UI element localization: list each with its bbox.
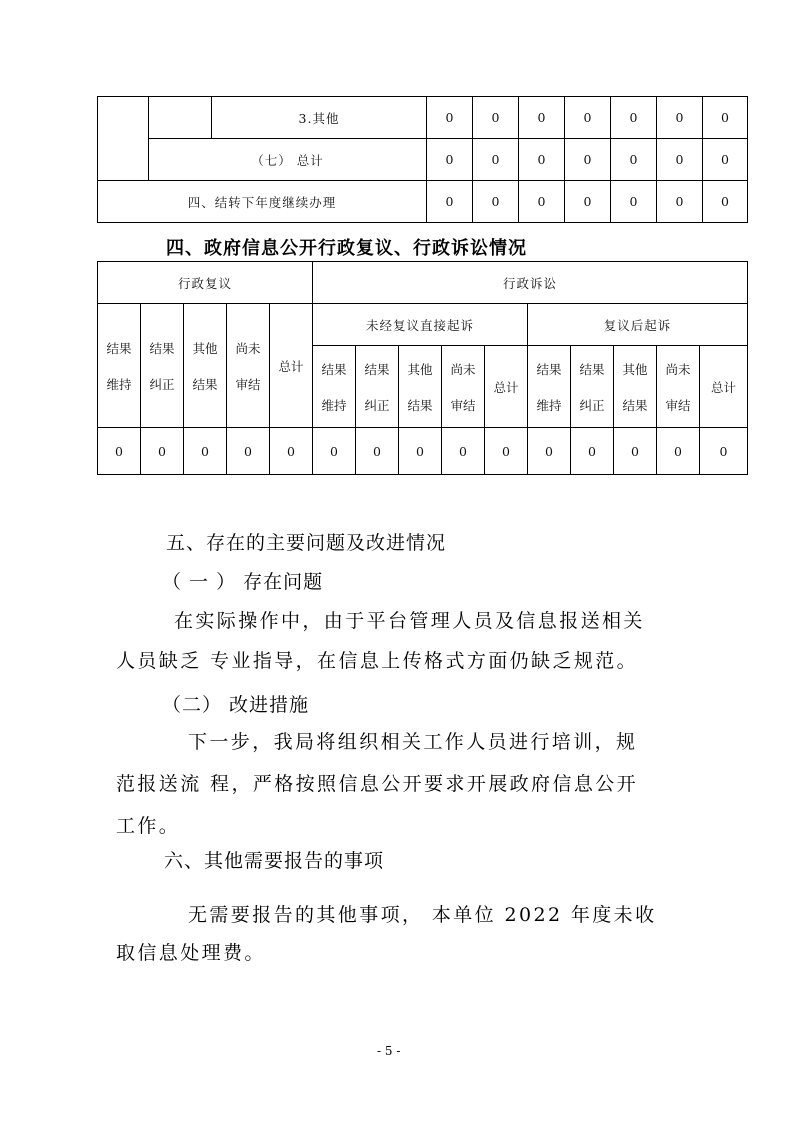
col-total: 总计	[485, 346, 528, 428]
table-row	[98, 262, 748, 304]
section-5-title: 五、存在的主要问题及改进情况	[166, 532, 447, 554]
paragraph-line: 在实际操作中，由于平台管理人员及信息报送相关	[174, 610, 645, 632]
col-maintain: 结果 维持	[528, 346, 571, 428]
value-cell: 0	[611, 97, 657, 139]
value-cell: 0	[571, 428, 614, 475]
table-row	[98, 428, 748, 475]
value-cell: 0	[270, 428, 313, 475]
row-label: （七） 总计	[149, 139, 427, 181]
col-maintain: 结果 维持	[98, 304, 141, 428]
value-cell: 0	[442, 428, 485, 475]
table-top	[97, 96, 748, 223]
table-review-litigation	[97, 261, 748, 475]
col-correct: 结果 纠正	[571, 346, 614, 428]
value-cell: 0	[657, 97, 703, 139]
table-row	[98, 304, 748, 346]
col-pending: 尚未 审结	[657, 346, 700, 428]
col-other: 其他 结果	[399, 346, 442, 428]
col-total: 总计	[270, 304, 313, 428]
page-number: - 5 -	[377, 1044, 401, 1058]
col-correct: 结果 纠正	[356, 346, 399, 428]
value-cell: 0	[703, 181, 748, 223]
value-cell: 0	[313, 428, 356, 475]
col-other: 其他 结果	[184, 304, 227, 428]
value-cell: 0	[473, 97, 519, 139]
value-cell: 0	[611, 181, 657, 223]
value-cell: 0	[427, 97, 473, 139]
value-cell: 0	[227, 428, 270, 475]
value-cell: 0	[427, 139, 473, 181]
value-cell: 0	[519, 139, 565, 181]
merged-cell	[98, 97, 149, 181]
paragraph-line: 工作。	[116, 815, 181, 837]
value-cell: 0	[98, 428, 141, 475]
value-cell: 0	[703, 97, 748, 139]
value-cell: 0	[519, 97, 565, 139]
section-6-title: 六、其他需要报告的事项	[164, 850, 385, 872]
value-cell: 0	[657, 428, 700, 475]
row-label: 四、结转下年度继续办理	[98, 181, 427, 223]
value-cell: 0	[427, 181, 473, 223]
col-correct: 结果 纠正	[141, 304, 184, 428]
direct-suit-header: 未经复议直接起诉	[313, 304, 528, 346]
value-cell: 0	[399, 428, 442, 475]
paragraph-line: 取信息处理费。	[116, 942, 266, 964]
row-label: 3.其他	[212, 97, 427, 139]
value-cell: 0	[356, 428, 399, 475]
value-cell: 0	[611, 139, 657, 181]
value-cell: 0	[565, 181, 611, 223]
value-cell: 0	[519, 181, 565, 223]
after-review-suit-header: 复议后起诉	[528, 304, 748, 346]
col-total: 总计	[700, 346, 748, 428]
value-cell: 0	[473, 181, 519, 223]
value-cell: 0	[184, 428, 227, 475]
admin-review-header: 行政复议	[98, 262, 313, 304]
value-cell: 0	[141, 428, 184, 475]
value-cell: 0	[703, 139, 748, 181]
section-4-title: 四、政府信息公开行政复议、行政诉讼情况	[166, 238, 527, 259]
paragraph-line: 下一步，我局将组织相关工作人员进行培训，规	[188, 731, 638, 753]
col-pending: 尚未 审结	[442, 346, 485, 428]
value-cell: 0	[565, 97, 611, 139]
paragraph-line: 范报送流 程，严格按照信息公开要求开展政府信息公开	[116, 773, 639, 795]
subsection-improvements-title: （二） 改进措施	[162, 694, 310, 716]
value-cell: 0	[614, 428, 657, 475]
value-cell: 0	[485, 428, 528, 475]
table-row	[98, 139, 748, 181]
merged-cell	[149, 97, 212, 139]
col-maintain: 结果 维持	[313, 346, 356, 428]
col-other: 其他 结果	[614, 346, 657, 428]
value-cell: 0	[657, 139, 703, 181]
paragraph-line: 无需要报告的其他事项， 本单位 2022 年度未收	[188, 904, 657, 926]
value-cell: 0	[473, 139, 519, 181]
value-cell: 0	[565, 139, 611, 181]
value-cell: 0	[657, 181, 703, 223]
value-cell: 0	[528, 428, 571, 475]
table-row	[98, 97, 748, 139]
value-cell: 0	[700, 428, 748, 475]
admin-litigation-header: 行政诉讼	[313, 262, 748, 304]
paragraph-line: 人员缺乏 专业指导，在信息上传格式方面仍缺乏规范。	[116, 650, 639, 672]
subsection-problems-title: （ 一 ） 存在问题	[162, 571, 324, 593]
table-row	[98, 181, 748, 223]
col-pending: 尚未 审结	[227, 304, 270, 428]
